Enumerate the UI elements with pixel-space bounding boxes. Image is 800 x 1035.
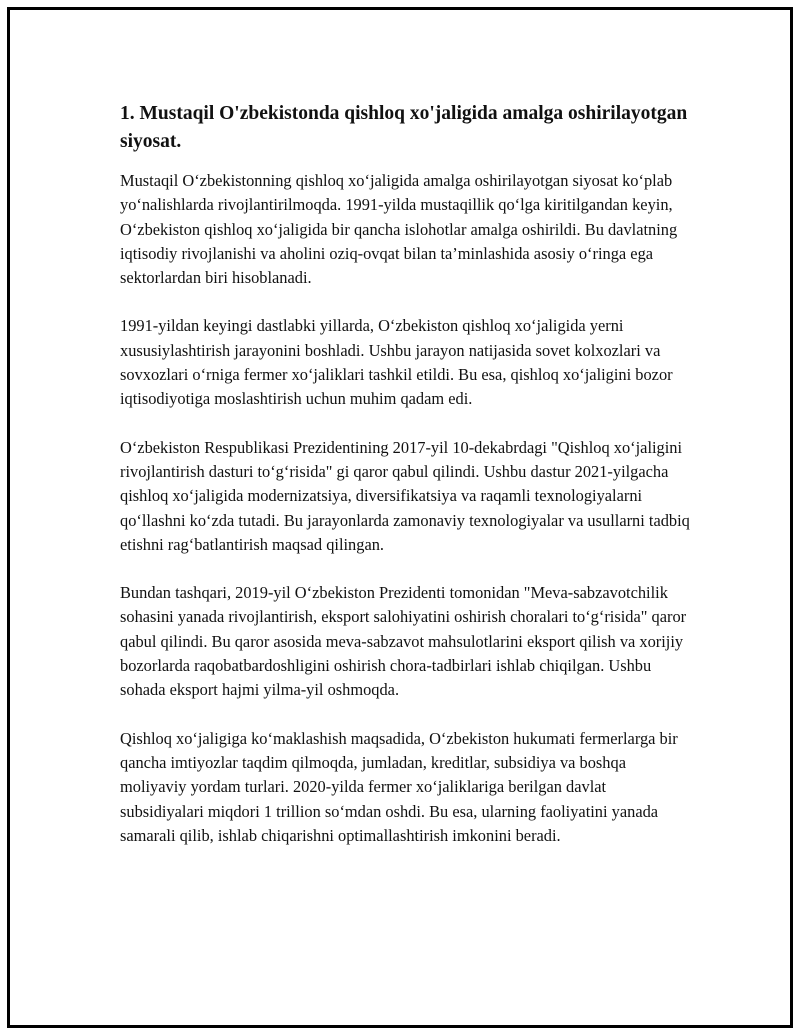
paragraph-4: Bundan tashqari, 2019-yil O‘zbekiston Prezidenti tomonidan "Meva-sabzavotchilik sohasini yanada rivojlantirish, eksport salohiyatini oshirish choralari to‘g‘risida" qaror qabul qilindi. Bu qaror asosida meva-sabzavot mahsulotlarini eksport qilish va xorijiy bozorlarda raqobatbardoshligini oshirish chora-tadbirlari ishlab chiqilgan. Ushbu sohada eksport hajmi yilma-yil oshmoqda.: [120, 583, 687, 700]
paragraph-2: 1991-yildan keyingi dastlabki yillarda, O‘zbekiston qishloq xo‘jaligida yerni xususiylashtirish jarayonini boshladi. Ushbu jarayon natijasida sovet kolxozlari va sovxozlari o‘rniga fermer xo‘jaliklari tashkil etildi. Bu esa, qishloq xo‘jaligini bozor iqtisodiyotiga moslashtirish uchun muhim qadam edi.: [120, 316, 673, 409]
page-frame: [7, 7, 793, 1028]
document-body: [120, 100, 690, 872]
document-title: 1. Mustaqil O'zbekistonda qishloq xo'jaligida amalga oshirilayotgan siyosat.: [120, 103, 688, 152]
paragraph-1: Mustaqil O‘zbekistonning qishloq xo‘jaligida amalga oshirilayotgan siyosat ko‘plab yo‘nalishlarda rivojlantirilmoqda. 1991-yilda mustaqillik qo‘lga kiritilgandan keyin, O‘zbekiston qishloq xo‘jaligida bir qancha islohotlar amalga oshirildi. Bu davlatning iqtisodiy rivojlanishi va aholini oziq-ovqat bilan ta’minlashida asosiy o‘ringa ega sektorlardan biri hisoblanadi.: [120, 171, 678, 288]
paragraph-3: O‘zbekiston Respublikasi Prezidentining 2017-yil 10-dekabrdagi "Qishloq xo‘jaligini rivojlantirish dasturi to‘g‘risida" gi qaror qabul qilindi. Ushbu dastur 2021-yilgacha qishloq xo‘jaligida modernizatsiya, diversifikatsiya va raqamli texnologiyalarni qo‘llashni ko‘zda tutadi. Bu jarayonlarda zamonaviy texnologiyalar va usullarni tadbiq etishni rag‘batlantirish maqsad qilingan.: [120, 437, 690, 554]
paragraph-5: Qishloq xo‘jaligiga ko‘maklashish maqsadida, O‘zbekiston hukumati fermerlarga bir qancha imtiyozlar taqdim qilmoqda, jumladan, kreditlar, subsidiya va boshqa moliyaviy yordam turlari. 2020-yilda fermer xo‘jaliklariga berilgan davlat subsidiyalari miqdori 1 trillion so‘mdan oshdi. Bu esa, ularning faoliyatini yanada samarali qilib, ishlab chiqarishni optimallashtirish imkonini beradi.: [120, 728, 678, 845]
